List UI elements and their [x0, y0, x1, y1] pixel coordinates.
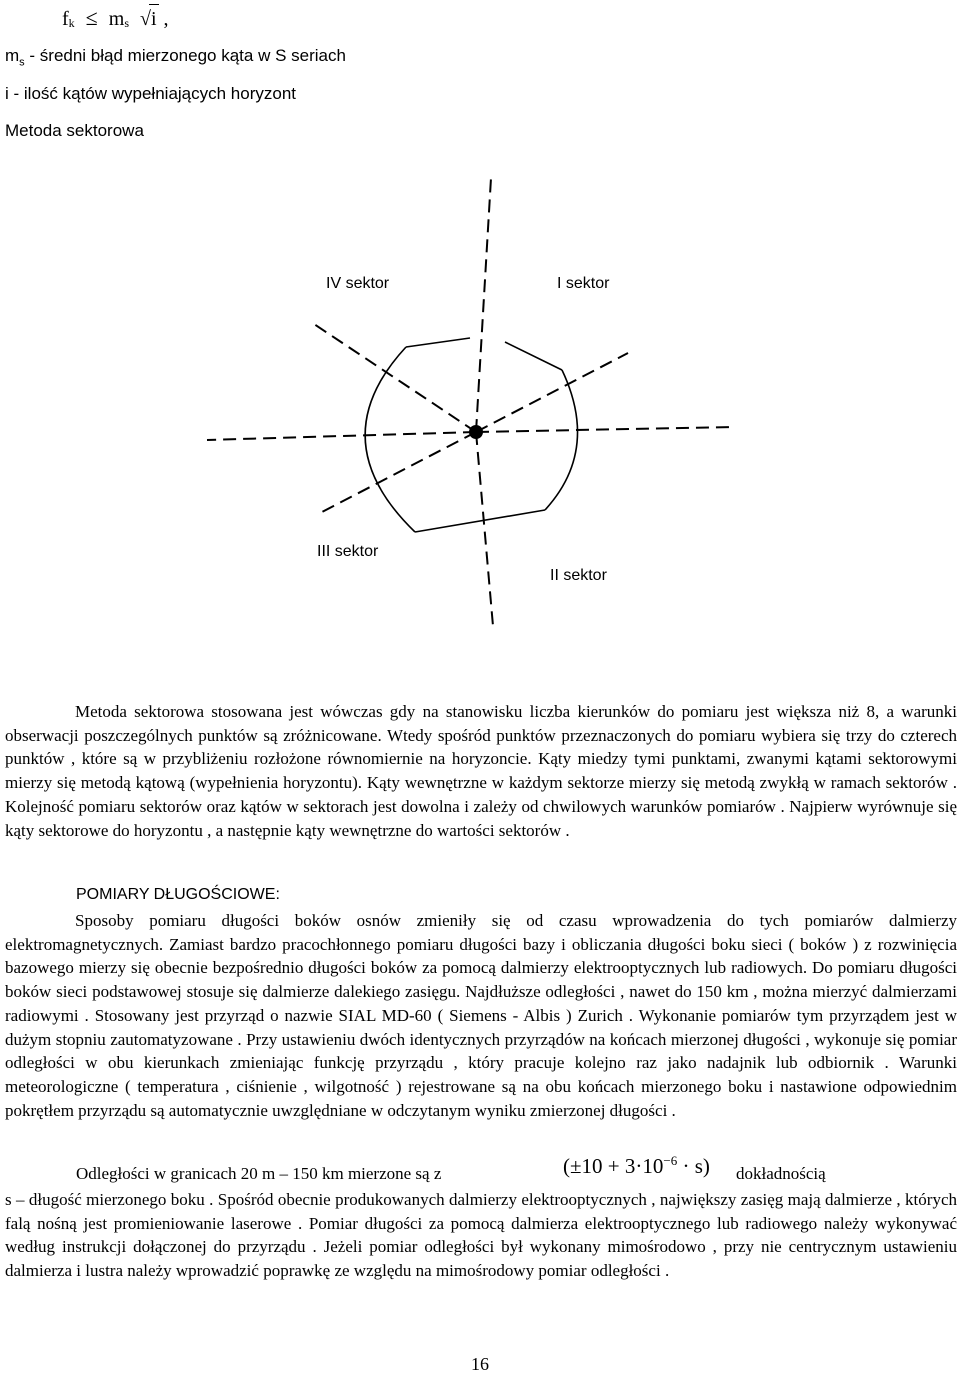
sector-arc-right — [545, 370, 578, 510]
sector-diagram — [0, 170, 960, 640]
label-sector-iii: III sektor — [317, 543, 379, 560]
ms-text: - średni błąd mierzonego kąta w S seriach — [24, 46, 346, 65]
error-formula — [62, 4, 169, 37]
formula-m: m — [108, 8, 125, 30]
sqrt-sign: √ — [139, 8, 151, 30]
paragraph-sector-method: Metoda sektorowa stosowana jest wówczas gdy na stanowisku liczba kierunków do pomiaru jest większa niż 8, a warunki obserwacji poszczególnych punktów są zróżnicowane. Wtedy spośród punktów przeznaczonych do pomiaru wybiera się trzy do czterech punktów , które są w przybliżeniu rozłożone równomiernie na horyzoncie. Kąty miedzy tymi punktami, zwanymi kątami sektorowymi mierzy się metodą kątową (wypełnienia horyzontu). Kąty wewnętrzne w każdym sektorze mierzy się metodą zwykłą w ramach sektorów . Kolejność pomiaru sektorów oraz kątów w sektorach jest dowolna i zależy od chwilowych warunków pomiarów . Najpierw wyrównuje się kąty sektorowe do horyzontu , a następnie kąty wewnętrzne do wartości sektorów . — [5, 702, 957, 840]
arc-chord-top-right — [505, 342, 562, 370]
accuracy-lead: Odległości w granicach 20 m – 150 km mierzone są z — [76, 1164, 442, 1183]
definitions — [5, 40, 346, 110]
dir-southwest — [322, 432, 476, 512]
method-title: Metoda sektorowa — [5, 121, 144, 140]
arc-chord-top — [406, 338, 470, 347]
page-number: 16 — [471, 1354, 489, 1374]
paragraph-length-measurement: Sposoby pomiaru długości boków osnów zmieniły się od czasu wprowadzenia do tych pomiarów dalmierzy elektromagnetycznych. Zamiast bardzo pracochłonnego pomiaru długości bazy i obliczania długości boku sieci ( boków ) z rozwinięcia bazowego mierzy się obecnie bezpośrednio długości boków za pomocą dalmierzy elektrooptycznych lub radiowych. Do pomiaru długości boków sieci podstawowej stosuje się dalmierze dalekiego zasięgu. Najdłuższe odległości , nawet do 150 km , można mierzyć dalmierzami radiowymi . Stosowany jest przyrząd o nazwie SIAL MD-60 ( Siemens - Albis ) Zurich . Wykonanie pomiarów tym przyrządem jest w dużym stopniu zautomatyzowane . Przy ustawieniu dwóch identycznych przyrządów na końcach mierzonej długości , wykonuje się pomiar odległości w obu kierunkach zmieniając funkcję przyrządu , który pracuje kolejno raz jako nadajnik lub odbiornik . Warunki meteorologiczne ( temperatura , ciśnienie , wilgotność ) rejestrowane są na obu końcach mierzonego boku i nastawione odpowiednim pokrętłem przyrządu są automatycznie uwzględniane w odczytanym wyniku zmierzonej długości . — [5, 911, 957, 1120]
definition-ms — [5, 40, 346, 78]
label-sector-iv: IV sektor — [326, 275, 390, 292]
accuracy-expression — [563, 1153, 710, 1179]
formula-tail: , — [158, 8, 169, 30]
accuracy-tail: dokładnością — [736, 1164, 826, 1183]
accuracy-line — [5, 1153, 957, 1187]
expr-exponent: −6 — [663, 1153, 678, 1168]
expr-open: ( — [563, 1154, 570, 1178]
formula-k: k — [68, 16, 75, 30]
definition-i: i - ilość kątów wypełniających horyzont — [5, 84, 297, 104]
formula-le: ≤ — [85, 5, 98, 30]
expr-body: ±10 + 3·10 — [570, 1154, 664, 1178]
label-sector-ii: II sektor — [550, 567, 607, 584]
section-heading: POMIARY DŁUGOŚCIOWE: — [76, 886, 280, 903]
station-point — [469, 425, 483, 439]
ms-var: m — [5, 46, 20, 65]
ms-sub: s — [19, 56, 25, 69]
dir-east — [476, 427, 733, 432]
dir-south — [476, 432, 493, 626]
formula-i: i — [149, 4, 159, 33]
label-sector-i: I sektor — [557, 275, 610, 292]
paragraph-rangefinders: s – długość mierzonego boku . Spośród obecnie produkowanych dalmierzy elektrooptycznych , największy zasięg mają dalmierze , których falą nośną jest promieniowanie laserowe . Pomiar długości za pomocą dalmierza elektrooptycznego lub radiowego należy wykonywać według instrukcji dołączonej do przyrządu . Jeżeli pomiar odległości był wykonany mimośrodowo , przy nie centrycznym ustawieniu dalmierza i lustra należy wprowadzić poprawkę ze względu na mimośrodowy pomiar odległości . — [5, 1190, 957, 1281]
expr-close: ) — [702, 1154, 710, 1178]
expr-s: · s — [677, 1154, 703, 1178]
dir-west — [207, 432, 476, 440]
formula-f: f — [62, 8, 69, 30]
dir-north — [476, 178, 491, 432]
arc-chord-bottom — [415, 510, 545, 532]
formula-s: s — [124, 16, 129, 30]
